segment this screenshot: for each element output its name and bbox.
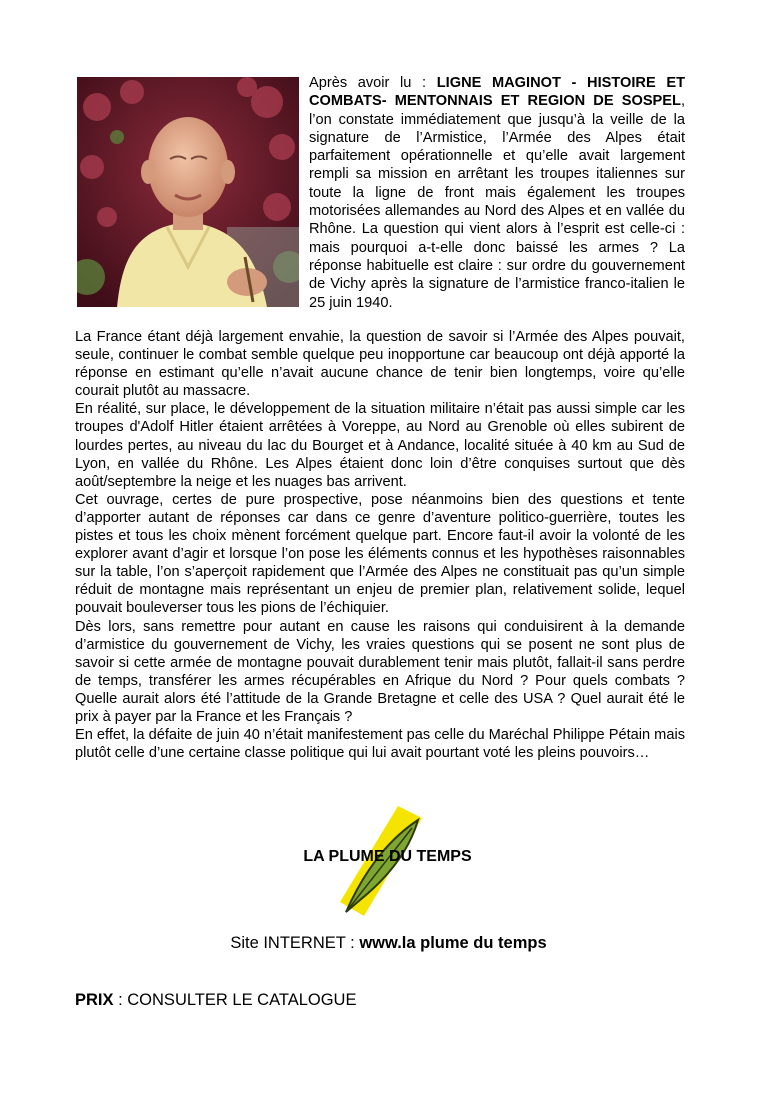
intro-lead: Après avoir lu :: [309, 75, 437, 91]
intro-paragraph: [309, 74, 685, 312]
price-label: PRIX: [75, 991, 114, 1009]
body-paragraph: En réalité, sur place, le développement de la situation militaire n’était pas aussi simple car les troupes d'Adolf Hitler étaient arrêtées à Voreppe, au Nord au Grenoble où elles subirent de lourdes pertes, au niveau du lac du Bourget et à Andance, localité située à 40 km au Sud de Lyon, en vallée du Rhône. Les Alpes étaient donc loin d’être conquises surtout que dès août/septembre la neige et les nuages bas arrivent.: [75, 401, 685, 490]
body-paragraph: Cet ouvrage, certes de pure prospective, pose néanmoins bien des questions et tente d’apporter autant de réponses car dans ce genre d’aventure politico-guerrière, toutes les pistes et tous les choix mènent forcément quelque part. Encore faut-il avoir la volonté de les explorer avant d’agir et lorsque l’on pose les éléments connus et les hypothèses raisonnables sur la table, l’on s’aperçoit rapidement que l’Armée des Alpes ne constituait pas qu’un simple réduit de montagne mais représentant un enjeu de premier plan, relativement solide, lequel pouvait bouleverser tous les pions de l’échiquier.: [75, 491, 685, 617]
book-title: LIGNE MAGINOT - HISTOIRE ET COMBATS- MENTONNAIS ET REGION DE SOSPEL: [309, 75, 685, 110]
author-photo: [77, 77, 299, 307]
body-paragraph: La France étant déjà largement envahie, la question de savoir si l’Armée des Alpes pouvait, seule, continuer le combat semble quelque peu inopportune car beaucoup ont déjà apporté la réponse en estimant qu’elle n’avait aucune chance de tenir bien longtemps, voire qu’elle courait plutôt au massacre.: [75, 329, 685, 400]
body-paragraph: En effet, la défaite de juin 40 n’était manifestement pas celle du Maréchal Philippe Pétain mais plutôt celle d’une certaine classe politique qui lui avait pourtant voté les pleins pouvoirs…: [75, 727, 685, 762]
website-link[interactable]: www.la plume du temps: [359, 934, 547, 952]
price-text: : CONSULTER LE CATALOGUE: [113, 991, 357, 1009]
price-line: [75, 991, 356, 1010]
body-text: [75, 328, 685, 762]
website-label: Site INTERNET :: [230, 934, 360, 952]
publisher-name: LA PLUME DU TEMPS: [303, 848, 472, 865]
body-paragraph: Dès lors, sans remettre pour autant en cause les raisons qui conduisirent à la demande d’armistice du gouvernement de Vichy, les vraies questions qui se posent ne sont plus de savoir si cette armée de montagne pouvait durablement tenir mais plutôt, fallait-il sans perdre de temps, transférer les armes récupérables en Afrique du Nord ? Pour quels combats ? Quelle aurait alors été l’attitude de la Grande Bretagne et celle des USA ? Quel aurait été le prix à payer par la France et les Français ?: [75, 618, 685, 725]
website-line: [0, 934, 777, 953]
intro-text: , l’on constate immédiatement que jusqu’à la veille de la signature de l’Armistice, l’Armée des Alpes était parfaitement opérationnelle et qu’elle avait largement rempli sa mission en arrêtant les troupes italiennes sur toute la ligne de front mais également les troupes motorisées allemandes au Nord des Alpes et en vallée du Rhône. La question qui vient alors à l’esprit est celle-ci : mais pourquoi a-t-elle donc baissé les armes ? La réponse habituelle est claire : sur ordre du gouvernement de Vichy après la signature de l’armistice franco-italien le 25 juin 1940.: [309, 93, 685, 311]
